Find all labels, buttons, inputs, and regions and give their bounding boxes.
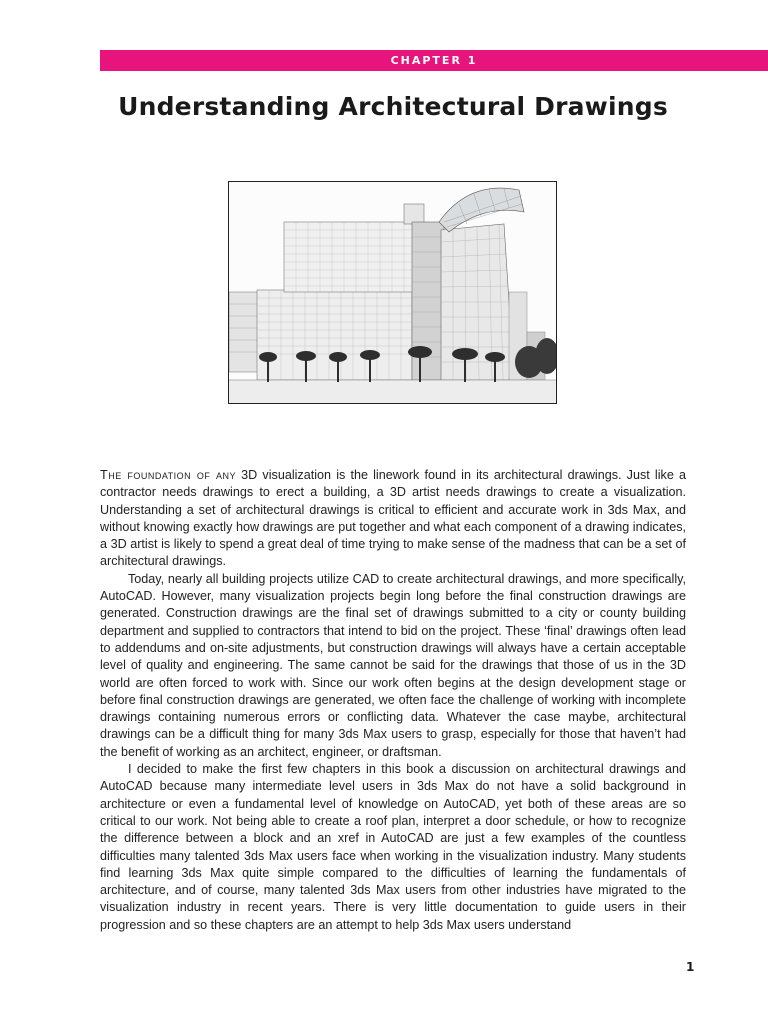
paragraph-3: I decided to make the first few chapters in this book a discussion on architectural drawings and AutoCAD because many intermediate level users in 3ds Max do not have a solid background in architecture or even a fundamental level of knowledge on AutoCAD, yet both of these areas are so critical to our work. Not being able to create a roof plan, interpret a door schedule, or how to recognize the difference between a block and an xref in AutoCAD are just a few examples of the countless difficulties many talented 3ds Max users face when working in the visualization industry. Many students find learning 3ds Max quite simple compared to the difficulties of learning the fundamentals of architecture, and of course, many talented 3ds Max users from other industries have migrated to the visualization industry in recent years. There is very little documentation to guide users in their progression and so these chapters are an attempt to help 3ds Max users understand (100, 762, 686, 932)
chapter-label: CHAPTER 1 (390, 54, 478, 67)
chapter-header-bar (100, 50, 768, 71)
paragraph-2: Today, nearly all building projects utilize CAD to create architectural drawings, and more specifically, AutoCAD. However, many visualization projects begin long before the final construction drawings are generated. Construction drawings are the final set of drawings submitted to a city or county building department and supplied to contractors that intend to bid on the project. These ‘final’ drawings often lead to addendums and on-site adjustments, but construction drawings will always have a certain acceptable level of quality and engineering. The same cannot be said for the drawings that those of us in the 3D world are often forced to work with. Since our work often begins at the design development stage or before final construction drawings are generated, we often face the challenge of working with incomplete drawings containing numerous errors or conflicting data. Whatever the case maybe, architectural drawings can be a difficult thing for many 3ds Max users to grasp, especially for those that haven’t had the benefit of working as an architect, engineer, or draftsman. (100, 571, 686, 759)
chapter-title: Understanding Architectural Drawings (118, 92, 668, 121)
paragraph-1-text: 3D visualization is the linework found in its architectural drawings. Just like a contractor needs drawings to erect a building, a 3D artist needs drawings to create a visualization. Understanding a set of architectural drawings is critical to efficient and accurate work in 3ds Max, and without knowing exactly how drawings are put together and what each component of a drawing indicates, a 3D artist is likely to spend a great deal of time trying to make sense of the madness that can be a set of architectural drawings. (100, 468, 686, 569)
lead-in: The foundation of any (100, 468, 237, 482)
page-number: 1 (686, 960, 695, 974)
building-illustration (229, 182, 556, 403)
body-text (100, 467, 686, 934)
paragraph-1 (100, 467, 686, 571)
building-render-image (228, 181, 557, 404)
